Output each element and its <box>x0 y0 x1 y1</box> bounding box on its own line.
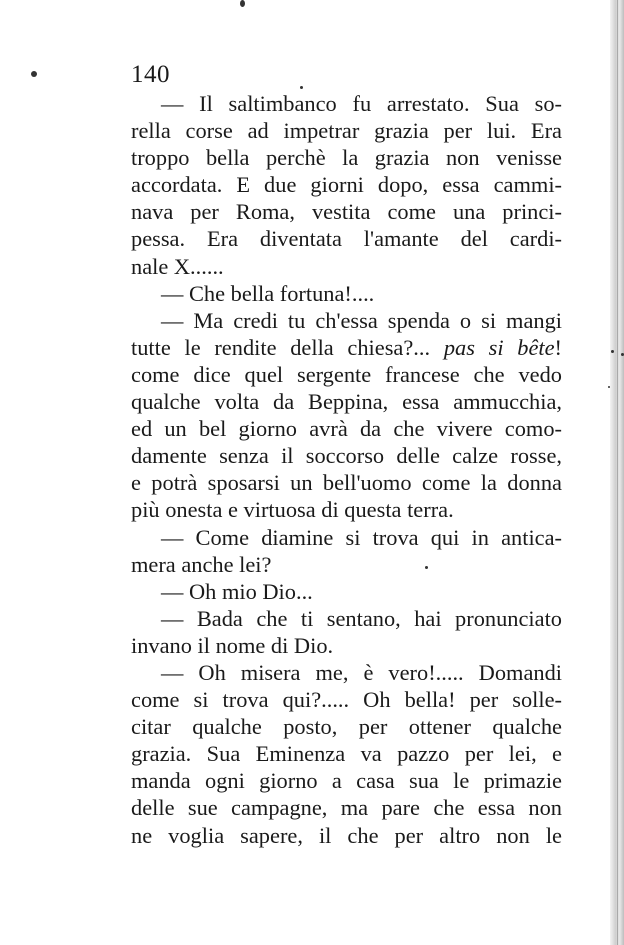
text-line-segment: tutte le rendite della chiesa?... <box>131 334 444 360</box>
text-line: ed un bel giorno avrà da che vivere como- <box>131 416 562 442</box>
text-line: — Che bella fortuna!.... <box>161 280 375 306</box>
text-line: — Bada che ti sentano, hai pronunciato <box>161 605 562 631</box>
text-line: mera anche lei? <box>131 551 272 577</box>
ink-speck <box>31 71 37 77</box>
text-line: accordata. E due giorni dopo, essa cammi- <box>131 172 562 198</box>
text-line: — Oh mio Dio... <box>161 578 313 604</box>
text-line-segment: ! <box>554 334 563 360</box>
page-number: 140 <box>131 61 170 88</box>
italic-phrase: pas si bête <box>443 334 555 360</box>
text-line: e potrà sposarsi un bell'uomo come la donna <box>131 470 562 496</box>
text-line: — Il saltimbanco fu arrestato. Sua so- <box>161 91 562 116</box>
text-line: più onesta e virtuosa di questa terra. <box>131 497 454 523</box>
text-line: ne voglia sapere, il che per altro non le <box>131 822 562 848</box>
text-line <box>131 334 562 361</box>
text-line: nale X...... <box>131 253 224 279</box>
text-line: grazia. Sua Eminenza va pazzo per lei, e <box>131 741 562 767</box>
text-line: pessa. Era diventata l'amante del cardi- <box>131 226 562 252</box>
text-line: — Oh misera me, è vero!..... Domandi <box>161 659 562 685</box>
ink-speck <box>608 386 610 388</box>
text-line: come si trova qui?..... Oh bella! per solle- <box>131 687 562 713</box>
ink-speck <box>240 0 245 7</box>
text-line: come dice quel sergente francese che vedo <box>131 361 562 387</box>
text-line: nava per Roma, vestita come una princi- <box>131 199 562 225</box>
text-line: — Ma credi tu ch'essa spenda o si mangi <box>161 307 562 333</box>
text-line: — Come diamine si trova qui in antica- <box>161 524 562 550</box>
text-line: qualche volta da Beppina, essa ammucchia, <box>131 389 562 415</box>
text-line: invano il nome di Dio. <box>131 632 334 658</box>
body-text <box>131 90 562 849</box>
text-line: manda ogni giorno a casa sua le primazie <box>131 768 562 794</box>
ink-speck <box>611 350 614 353</box>
text-line: delle sue campagne, ma pare che essa non <box>131 795 562 821</box>
text-line: damente senza il soccorso delle calze rosse, <box>131 443 562 469</box>
text-line: troppo bella perchè la grazia non venisse <box>131 145 562 171</box>
text-line: rella corse ad impetrar grazia per lui. Era <box>131 118 562 144</box>
page-edge-line <box>617 0 618 945</box>
text-line: citar qualche posto, per ottener qualche <box>131 714 562 740</box>
ink-speck <box>300 86 303 89</box>
